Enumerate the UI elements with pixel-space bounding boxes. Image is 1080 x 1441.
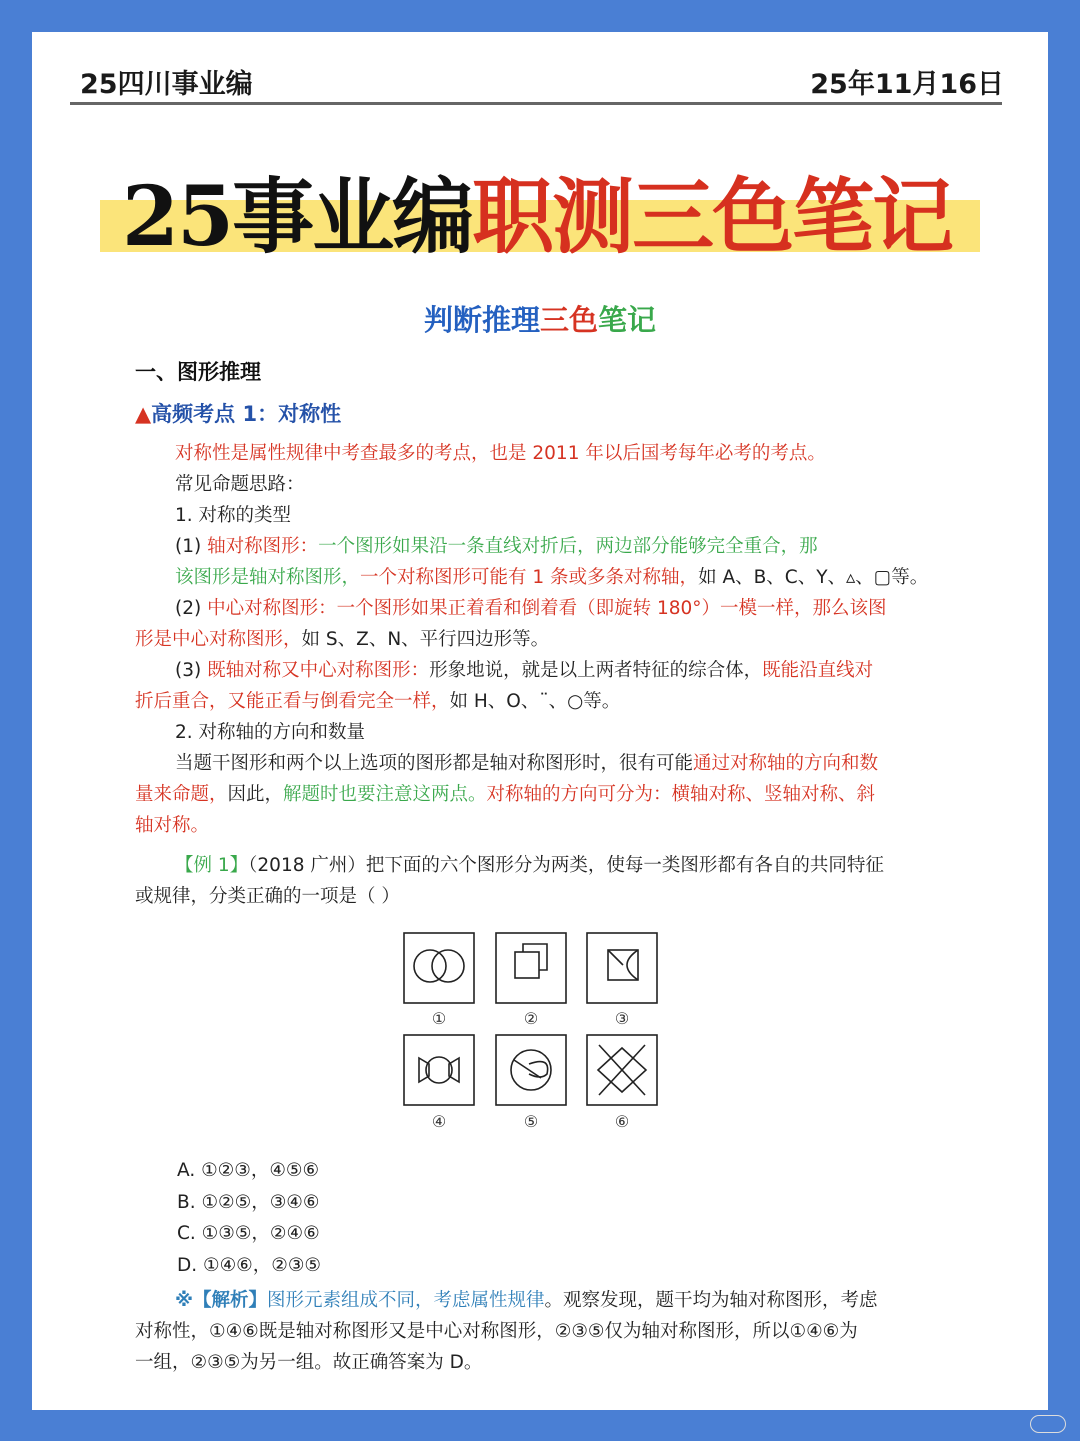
figure-label-3: ③ (614, 1009, 630, 1028)
subtitle-blue: 判断推理 (423, 303, 540, 337)
figure-5-frame (496, 1035, 566, 1105)
text: (1) (175, 536, 208, 557)
paragraph: 1. 对称的类型 (175, 505, 292, 526)
paragraph (135, 438, 923, 469)
figure-3-arc (627, 950, 638, 980)
example-question (135, 850, 923, 912)
example-line (135, 850, 923, 881)
red-text: 轴对称图形： (207, 536, 319, 557)
analysis-tag: ※【解析】 (175, 1290, 267, 1311)
figure-2-square-front (515, 952, 539, 978)
text: (3) (175, 660, 208, 681)
green-text: 解题时也要注意这两点。 (283, 784, 487, 805)
red-text: 通过对称轴的方向和数 (693, 753, 879, 774)
figure-label-2: ② (523, 1009, 539, 1028)
figure-1-circle-right (432, 950, 464, 982)
text: 当题干图形和两个以上选项的图形都是轴对称图形时，很有可能 (175, 753, 694, 774)
watermark-badge (1030, 1415, 1066, 1433)
text: 如 A、B、C、Y、▵、▢等。 (698, 567, 929, 588)
header-date: 25年11月16日 (810, 69, 1004, 100)
answer-options (177, 1155, 321, 1281)
figure-set (401, 930, 661, 1135)
paragraph (135, 655, 923, 686)
subtitle-red: 三色 (539, 303, 598, 337)
red-text: 一个对称图形可能有 1 条或多条对称轴， (360, 567, 699, 588)
subtitle-green: 笔记 (598, 303, 657, 337)
figure-4-frame (404, 1035, 474, 1105)
red-text: 对称性是属性规律中考查最多的考点，也是 2011 年以后国考每年必考的考点。 (175, 443, 826, 464)
red-text: 中心对称图形：一个图形如果正着看和倒着看（即旋转 180°）一模一样，那么该图 (207, 598, 887, 619)
example-text: 或规律，分类正确的一项是（ ） (135, 886, 400, 907)
paragraph (135, 748, 923, 779)
option-d[interactable]: D. ①④⑥，②③⑤ (177, 1254, 322, 1276)
analysis-text: 一组，②③⑤为另一组。故正确答案为 D。 (135, 1352, 483, 1373)
red-text: 既能沿直线对 (762, 660, 874, 681)
header-left: 25四川事业编 (80, 69, 253, 100)
text: 如 H、O、¨、○等。 (449, 691, 621, 712)
figure-3-diag (608, 950, 623, 965)
red-text: 折后重合，又能正看与倒看完全一样， (135, 691, 450, 712)
keypoint-heading (135, 398, 341, 428)
figure-label-6: ⑥ (614, 1112, 630, 1131)
text: 形象地说，就是以上两者特征的综合体， (429, 660, 763, 681)
figure-label-1: ① (431, 1009, 447, 1028)
option-a[interactable]: A. ①②③，④⑤⑥ (177, 1160, 320, 1181)
figure-3-frame (587, 933, 657, 1003)
paragraph (135, 779, 923, 810)
option-b[interactable]: B. ①②⑤，③④⑥ (177, 1191, 320, 1213)
example-tag: 【例 1】 (175, 855, 249, 876)
paragraph: 常见命题思路： (175, 474, 305, 495)
subtitle (32, 298, 1048, 339)
figure-4-right-wing (449, 1058, 459, 1082)
header-divider (70, 102, 1002, 105)
analysis-line (135, 1285, 923, 1316)
triangle-icon: ▲ (135, 402, 152, 426)
paragraph: 2. 对称轴的方向和数量 (175, 722, 366, 743)
green-text: 该图形是轴对称图形， (175, 567, 361, 588)
red-text: 对称轴的方向可分为：横轴对称、竖轴对称、斜 (486, 784, 876, 805)
page-title (122, 152, 952, 269)
figure-5-circle (511, 1050, 551, 1090)
figure-2-square-back (523, 944, 547, 970)
paragraph (135, 624, 923, 655)
red-text: 形是中心对称图形， (135, 629, 302, 650)
figure-label-4: ④ (431, 1112, 447, 1131)
green-text: 一个图形如果沿一条直线对折后，两边部分能够完全重合，那 (318, 536, 818, 557)
analysis (135, 1285, 923, 1378)
paragraph (135, 810, 923, 841)
text: (2) (175, 598, 208, 619)
figure-5-line (514, 1060, 541, 1078)
analysis-blue-text: 图形元素组成不同，考虑属性规律 (267, 1290, 545, 1311)
keypoint-label: 高频考点 1：对称性 (151, 402, 342, 426)
figure-1-circle-left (414, 950, 446, 982)
body-text (135, 438, 929, 841)
text: 如 S、Z、N、平行四边形等。 (301, 629, 550, 650)
red-text: 轴对称。 (135, 815, 210, 836)
red-text: 既轴对称又中心对称图形： (207, 660, 430, 681)
figure-5-curve (529, 1062, 548, 1077)
option-c[interactable]: C. ①③⑤，②④⑥ (177, 1223, 320, 1244)
figure-4-left-wing (419, 1058, 429, 1082)
section-heading: 一、图形推理 (135, 360, 261, 384)
text: 因此， (227, 784, 284, 805)
example-text: （2018 广州）把下面的六个图形分为两类，使每一类图形都有各自的共同特征 (248, 855, 884, 876)
analysis-text: 。观察发现，题干均为轴对称图形，考虑 (544, 1290, 878, 1311)
figure-4-circle (426, 1057, 452, 1083)
red-text: 量来命题， (135, 784, 228, 805)
title-red: 职测三色笔记 (472, 169, 953, 265)
analysis-text: 对称性，①④⑥既是轴对称图形又是中心对称图形，②③⑤仅为轴对称图形，所以①④⑥为 (135, 1321, 858, 1342)
paragraph (135, 593, 923, 624)
paragraph (135, 531, 923, 562)
figure-label-5: ⑤ (523, 1112, 539, 1131)
paragraph (135, 562, 929, 593)
figure-grid (401, 930, 661, 1139)
paragraph (135, 686, 923, 717)
note-page (32, 32, 1048, 1410)
title-black: 25事业编 (122, 169, 473, 265)
